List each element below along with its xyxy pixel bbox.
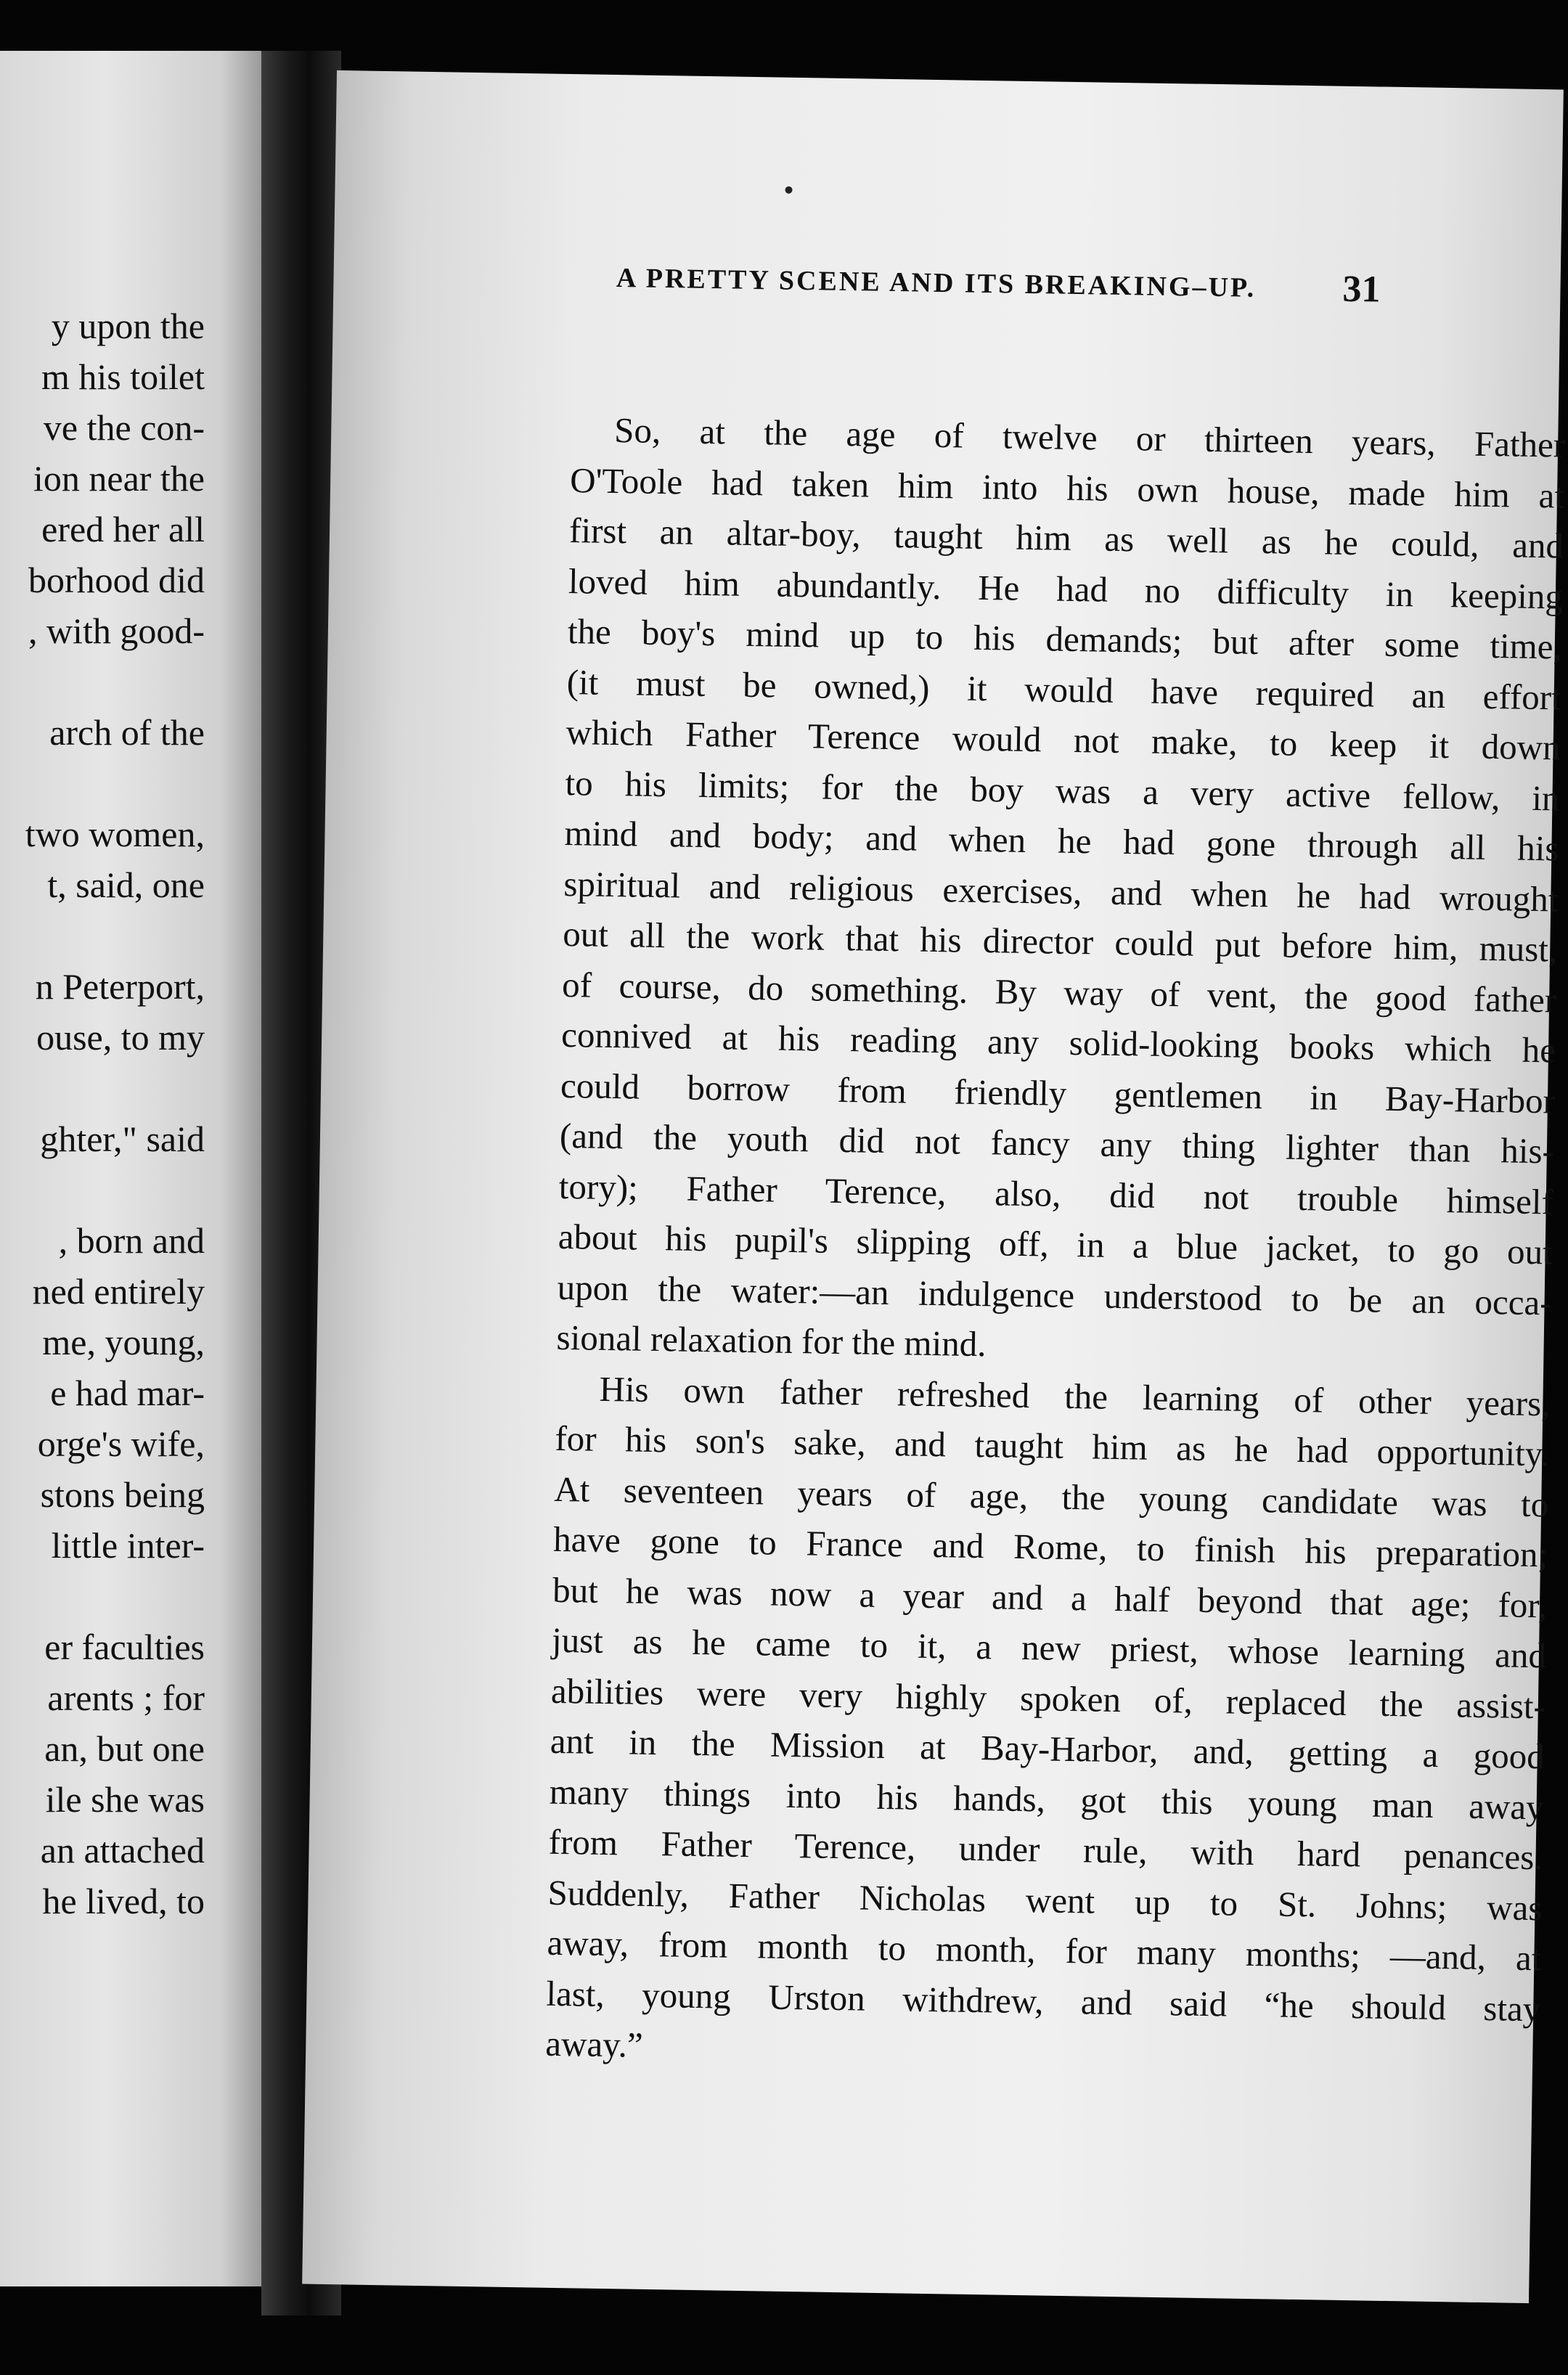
text-line: spiritual and religious exercises, and when he had wrought — [563, 863, 1559, 919]
text-line: just as he came to it, a new priest, whose learning and — [551, 1619, 1547, 1676]
text-line: tory); Father Terence, also, did not trouble himself — [558, 1166, 1554, 1222]
left-page-line: ve the con- — [43, 407, 205, 448]
left-page-line: , born and — [58, 1220, 205, 1261]
running-head: A PRETTY SCENE AND ITS BREAKING–UP. — [616, 262, 1257, 303]
left-page — [0, 51, 261, 2286]
text-line: away.” — [544, 2023, 644, 2065]
text-line: have gone to France and Rome, to finish his preparation; — [552, 1518, 1548, 1575]
left-page-line: ouse, to my — [36, 1017, 205, 1058]
text-line: abilities were very highly spoken of, replaced the assist- — [550, 1670, 1546, 1726]
left-page-line: ion near the — [33, 458, 205, 499]
text-line: upon the water:—an indulgence understood to be an occa- — [557, 1267, 1553, 1323]
text-line: many things into his hands, got this young man away — [549, 1771, 1545, 1827]
text-line: At seventeen years of age, the young candidate was to — [553, 1468, 1549, 1524]
text-line: O'Toole had taken him into his own house, made him at — [569, 459, 1565, 516]
left-page-line: orge's wife, — [37, 1423, 205, 1464]
left-page-line: m his toilet — [41, 356, 205, 397]
left-page-line: y upon the — [51, 306, 205, 346]
left-page-line: an attached — [40, 1830, 205, 1871]
text-line: ant in the Mission at Bay-Harbor, and, getting a good — [550, 1720, 1545, 1777]
left-page-line: , with good- — [28, 610, 205, 651]
left-page-line: er faculties — [44, 1627, 205, 1667]
left-page-line: he lived, to — [42, 1881, 205, 1921]
left-page-line: e had mar- — [50, 1373, 205, 1413]
text-line: loved him abundantly. He had no difficulty in keeping — [568, 560, 1564, 617]
text-line: about his pupil's slipping off, in a blue jacket, to go out — [558, 1216, 1553, 1272]
left-page-line: ered her all — [41, 509, 205, 549]
text-line: first an altar-boy, taught him as well as he could, and — [568, 510, 1564, 566]
ink-speck — [785, 187, 792, 194]
text-line: away, from month to month, for many months; —and, at — [547, 1922, 1542, 1979]
left-page-line: little inter- — [51, 1525, 205, 1566]
text-line: could borrow from friendly gentlemen in Bay-Harbor — [560, 1065, 1556, 1121]
text-line: mind and body; and when he had gone through all his — [564, 812, 1559, 869]
left-page-line: stons being — [40, 1474, 205, 1515]
left-page-line: arch of the — [49, 712, 205, 753]
text-line: last, young Urston withdrew, and said “he should stay — [546, 1973, 1541, 2029]
text-line: from Father Terence, under rule, with hard penances. — [548, 1821, 1544, 1878]
text-line: connived at his reading any solid-looking books which he — [560, 1014, 1556, 1071]
text-line: Suddenly, Father Nicholas went up to St. Johns; was — [547, 1872, 1543, 1928]
left-page-line: n Peterport, — [35, 966, 205, 1007]
left-page-line: an, but one — [44, 1728, 205, 1769]
text-line: but he was now a year and a half beyond that age; for, — [552, 1569, 1548, 1625]
left-page-line: ned entirely — [32, 1271, 205, 1312]
text-line: which Father Terence would not make, to keep it down — [565, 711, 1561, 768]
left-page-line: me, young, — [42, 1322, 205, 1362]
page-number: 31 — [1342, 268, 1381, 311]
text-line: to his limits; for the boy was a very active fellow, in — [565, 762, 1560, 818]
text-line: the boy's mind up to his demands; but after some time, — [567, 611, 1563, 667]
page-body-text — [333, 317, 1566, 2065]
left-page-line: two women, — [25, 814, 205, 854]
left-page-line: borhood did — [28, 560, 205, 600]
left-page-line: ile she was — [45, 1779, 205, 1820]
right-page — [302, 70, 1564, 2303]
text-line: of course, do something. By way of vent, the good father — [561, 964, 1557, 1020]
text-line: His own father refreshed the learning of other years, — [599, 1368, 1551, 1423]
left-page-line: t, said, one — [47, 864, 205, 905]
text-line: So, at the age of twelve or thirteen years, Father — [613, 409, 1566, 465]
text-line: (it must be owned,) it would have required an effort — [566, 661, 1562, 718]
text-line: out all the work that his director could put before him, must, — [562, 913, 1558, 970]
text-line: (and the youth did not fancy any thing lighter than his- — [559, 1115, 1555, 1172]
left-page-line: arents ; for — [47, 1677, 205, 1718]
text-line: for his son's sake, and taught him as he had opportunity. — [555, 1418, 1550, 1474]
left-page-line: ghter," said — [40, 1119, 205, 1159]
text-line: sional relaxation for the mind. — [556, 1317, 987, 1365]
